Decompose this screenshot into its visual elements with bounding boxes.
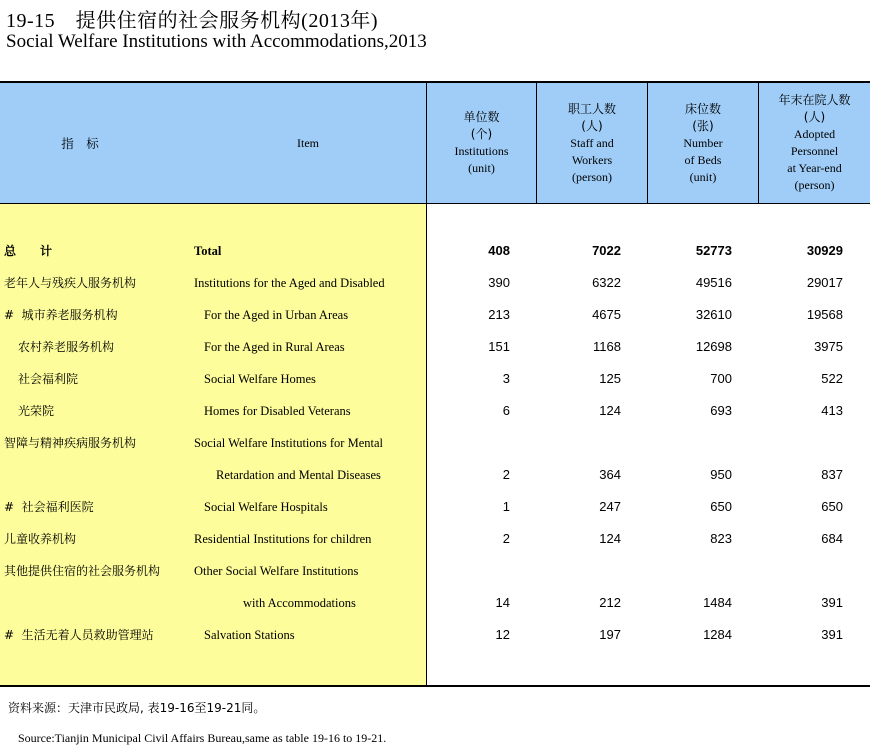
row-label-en: Total	[194, 244, 222, 258]
table-row	[0, 587, 870, 619]
data-table	[0, 81, 870, 687]
row-label-cn: 光荣院	[18, 404, 55, 418]
cell-staff: 247	[599, 499, 621, 514]
row-label-en: Institutions for the Aged and Disabled	[194, 276, 385, 290]
cell-beds: 32610	[695, 307, 732, 322]
cell-institutions: 390	[488, 275, 510, 290]
cell-beds: 700	[710, 371, 732, 386]
header-col-adopted: 年末在院人数 (人) Adopted Personnel at Year-end (person)	[778, 93, 851, 192]
cell-staff: 197	[599, 627, 621, 642]
row-label-cn: 农村养老服务机构	[18, 340, 115, 354]
cell-adopted: 19568	[806, 307, 843, 322]
row-label-cn: 智障与精神疾病服务机构	[4, 436, 137, 450]
row-label-cn: 总 计	[4, 244, 53, 258]
cell-institutions: 213	[488, 307, 510, 322]
row-label-cn: 其他提供住宿的社会服务机构	[4, 564, 161, 578]
row-label-en: For the Aged in Rural Areas	[204, 340, 345, 354]
cell-adopted: 684	[821, 531, 843, 546]
table-row	[0, 299, 870, 331]
cell-beds: 823	[710, 531, 732, 546]
cell-institutions: 2	[502, 531, 510, 546]
cell-beds: 950	[710, 467, 732, 482]
cell-institutions: 1	[502, 499, 510, 514]
cell-institutions: 6	[502, 403, 510, 418]
table-row	[0, 459, 870, 491]
cell-adopted: 837	[821, 467, 843, 482]
row-label-en: Retardation and Mental Diseases	[216, 468, 381, 482]
cell-adopted: 3975	[814, 339, 843, 354]
source-note-en: Source:Tianjin Municipal Civil Affairs Bureau,same as table 19-16 to 19-21.	[18, 731, 387, 745]
table-row	[0, 235, 870, 267]
cell-adopted: 29017	[806, 275, 843, 290]
cell-institutions: 151	[488, 339, 510, 354]
cell-beds: 650	[710, 499, 732, 514]
header-col-beds: 床位数 (张) Number of Beds (unit)	[683, 101, 723, 184]
cell-beds: 52773	[695, 243, 732, 258]
cell-adopted: 391	[821, 595, 843, 610]
row-label-en: Salvation Stations	[204, 628, 295, 642]
source-note-cn: 资料来源：天津市民政局, 表19-16至19-21同。	[8, 701, 266, 715]
row-label-en: Homes for Disabled Veterans	[204, 404, 351, 418]
cell-staff: 4675	[592, 307, 621, 322]
row-label-en: with Accommodations	[243, 596, 356, 610]
row-label-cn: 儿童收养机构	[4, 532, 77, 546]
row-label-cn: # 生活无着人员救助管理站	[4, 628, 154, 642]
cell-beds: 49516	[695, 275, 732, 290]
cell-adopted: 413	[821, 403, 843, 418]
header-col-institutions: 单位数 (个) Institutions (unit)	[454, 110, 509, 175]
cell-staff: 7022	[592, 243, 621, 258]
row-label-en: For the Aged in Urban Areas	[204, 308, 349, 322]
cell-beds: 693	[710, 403, 732, 418]
cell-institutions: 2	[502, 467, 510, 482]
cell-institutions: 408	[488, 243, 510, 258]
cell-adopted: 30929	[806, 243, 843, 258]
row-label-cn: 老年人与残疾人服务机构	[4, 276, 137, 290]
table-title-en: Social Welfare Institutions with Accommodations,2013	[6, 31, 427, 52]
cell-beds: 1484	[703, 595, 732, 610]
cell-staff: 125	[599, 371, 621, 386]
row-label-en: Social Welfare Hospitals	[204, 500, 328, 514]
cell-staff: 124	[599, 531, 621, 546]
cell-staff: 212	[599, 595, 621, 610]
table-row	[0, 619, 870, 651]
header-indicator: 指 标	[61, 135, 99, 151]
cell-staff: 124	[599, 403, 621, 418]
cell-staff: 1168	[593, 339, 621, 354]
cell-adopted: 522	[821, 371, 843, 386]
table-row	[0, 267, 870, 299]
table-row	[0, 395, 870, 427]
cell-institutions: 12	[495, 627, 510, 642]
row-label-cn: 社会福利院	[18, 372, 79, 386]
header-col-staff: 职工人数 (人) Staff and Workers (person)	[567, 101, 616, 184]
row-label-en: Other Social Welfare Institutions	[194, 564, 359, 578]
row-label-en: Residential Institutions for children	[194, 532, 372, 546]
cell-adopted: 650	[821, 499, 843, 514]
cell-beds: 12698	[695, 339, 732, 354]
row-label-cn: # 城市养老服务机构	[4, 308, 118, 322]
table-row	[0, 363, 870, 395]
cell-adopted: 391	[821, 627, 843, 642]
table-row	[0, 555, 870, 587]
header-item: Item	[297, 135, 319, 150]
table-header	[0, 83, 870, 204]
cell-institutions: 14	[495, 595, 510, 610]
row-label-cn: # 社会福利医院	[4, 500, 94, 514]
table-row	[0, 331, 870, 363]
row-label-en: Social Welfare Institutions for Mental	[194, 436, 383, 450]
row-label-en: Social Welfare Homes	[204, 372, 316, 386]
table-title-cn: 19-15 提供住宿的社会服务机构(2013年)	[6, 10, 378, 32]
table-row	[0, 491, 870, 523]
table-row	[0, 523, 870, 555]
cell-staff: 364	[599, 467, 621, 482]
table-row	[0, 427, 870, 459]
cell-staff: 6322	[592, 275, 621, 290]
cell-beds: 1284	[703, 627, 732, 642]
cell-institutions: 3	[502, 371, 510, 386]
